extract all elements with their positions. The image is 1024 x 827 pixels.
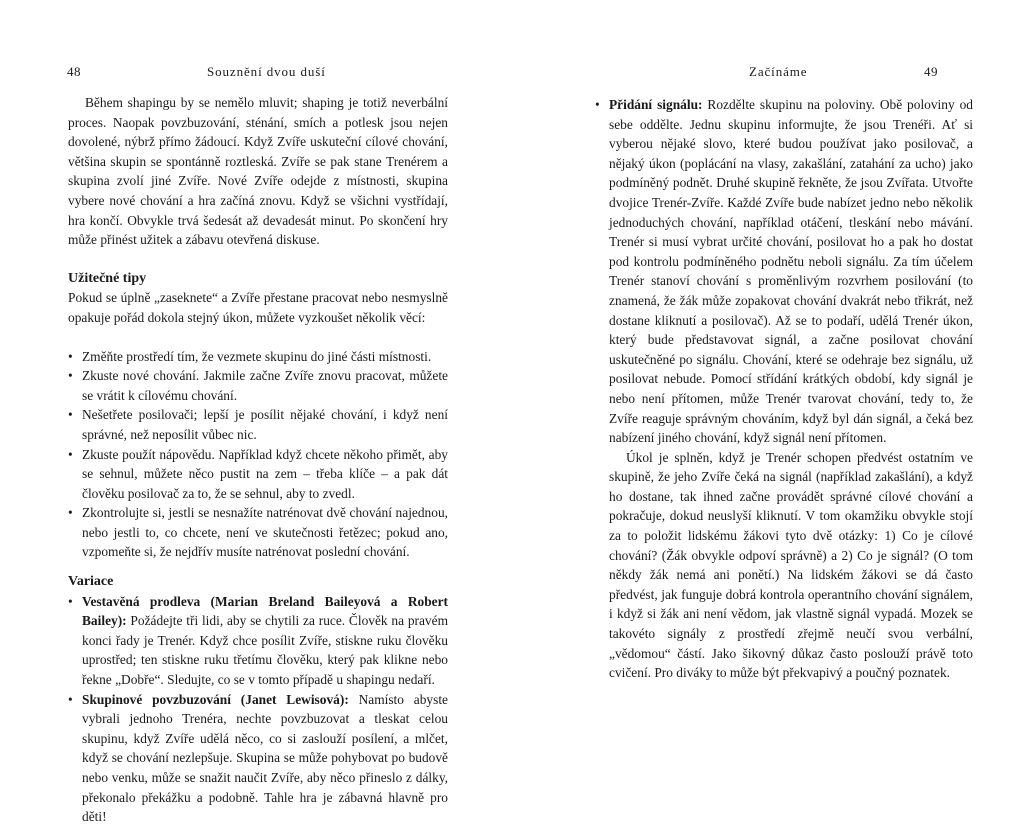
tip-text: Zkuste použít nápovědu. Například když chcete někoho přimět, aby se sehnul, můžete něco pustit na zem – třeba klíče – a pak dát člověku posilovač za to, že se sehnul, aby to zvedl. [82,446,448,501]
variation-lead: Skupinové povzbuzování (Janet Lewisová): [82,691,349,707]
bullet-icon: • [68,446,73,462]
variations-heading: Variace [68,574,114,590]
bullet-icon: • [68,691,73,707]
left-page [0,0,512,825]
variation-item [68,690,448,827]
left-page-body [68,93,448,827]
right-page [512,0,1024,768]
tip-item [68,405,448,444]
bullet-icon: • [595,97,600,112]
left-page-number: 48 [67,64,81,79]
tip-item [68,347,448,367]
bullet-icon: • [68,407,73,423]
tips-list [68,347,448,563]
tip-item [68,445,448,504]
bullet-icon: • [68,593,73,609]
closing-paragraph: Úkol je splněn, když je Trenér schopen předvést ostatním ve skupině, že jeho Zvíře čeká na signál (například zakašlání), a když ho dostane, tak ihned začne provádět správné cílové chování a pokračuje, dokud neuslyší kliknutí. V tom okamžiku obvykle stojí za to položit lidskému žákovi tyto dvě otázky: 1) Co je cílové chování? (Žák obvykle odpoví správně) a 2) Co je signál? (O tom někdy žák nemá ani ponětí.) Na lidském žákovi se dá často předvést, jak funguje dobrá kontrola operantního chování signálem, i když si žák ani není vědom, jak vlastně signál vypadá. Mozek se takovéto signály z prostředí zřejmě neučí svou verbální, „vědomou“ částí. Jako šikovný důkaz často poslouží právě toto cvičení. Pro diváky to může být překvapivý a poučný poznatek. [609,449,973,681]
bullet-icon: • [68,348,73,364]
tip-item [68,503,448,562]
signal-lead: Přidání signálu: [609,97,703,112]
variations-list [68,592,448,827]
signal-item [595,95,973,448]
right-running-title: Začínáme [749,64,808,79]
intro-paragraph: Během shapingu by se nemělo mluvit; shaping je totiž neverbální proces. Naopak povzbuzování, sténání, smích a potlesk jsou nejen dovolené, nýbrž přímo žádoucí. Když Zvíře uskuteční cílové chování, většina skupin se spontánně roztleská. Zvíře se pak stane Trenérem a skupina zvolí jiné Zvíře. Nové Zvíře odejde z místnosti, skupina vybere nové chování a hra začíná znovu. Když se všichni vystřídají, hra končí. Obvykle trvá šedesát až devadesát minut. Po skončení hry může přinést užitek a zábavu otevřená diskuse. [68,95,448,248]
tip-text: Zkontrolujte si, jestli se nesnažíte natrénovat dvě chování najednou, nebo jestli to, co chcete, není ve skutečnosti řetězec; pokud ano, vzpomeňte si, že nejdřív musíte natrénovat poslední chování. [82,505,448,560]
tip-text: Zkuste nové chování. Jakmile začne Zvíře znovu pracovat, můžete se vrátit k cílovému chování. [82,368,448,403]
tips-intro: Pokud se úplně „zaseknete“ a Zvíře přestane pracovat nebo nesmyslně opakuje pořád dokola stejný úkon, můžete vyzkoušet několik věcí: [68,290,448,325]
right-page-number: 49 [924,64,938,79]
variation-text: Požádejte tři lidi, aby se chytili za ruce. Člověk na pravém konci řady je Trenér. Když chce posílit Zvíře, stiskne ruku člověku uprostřed; ten stiskne ruku třetímu člověku, který pak klikne nebo řekne „Dobře“. Sledujte, co se v tomto případě u shapingu nedaří. [82,613,448,688]
bullet-icon: • [68,368,73,384]
variation-item [68,592,448,690]
signal-text: Rozdělte skupinu na poloviny. Obě poloviny od sebe oddělte. Jednu skupinu informujte, že jsou Trenéři. Ať si vyberou nějaké slovo, které budou používat jako posilovač, a nějaký úkon (poplácání na vlasy, zakašlání, zatahání za ucho) jako podmíněný podnět. Druhé skupině řekněte, že jsou Zvířata. Utvořte dvojice Trenér-Zvíře. Každé Zvíře bude nabízet jedno nebo několik jednoduchých chování, například otáčení, tleskání nebo mávání. Trenér si musí vybrat určité chování, posilovat ho a pak ho dostat pod kontrolu podmíněného podnětu neboli signálu. Za tím účelem Trenér stanoví chování s proměnlivým rozvrhem posilování (to znamená, že žák může zopakovat chování dvakrát nebo třikrát, než dostane kliknutí a posilovač). Až se to podaří, udělá Trenér úkon, který bude představovat signál, a začne posilovat chování uskutečněné po signálu. Chování, které se odehraje bez signálu, už posilovat nebude. Pomocí střídání krátkých období, kdy signál je nebo není přítomen, může Trenér tvarovat chování, tedy to, že Zvíře reaguje správným chováním, když byl dán signál, a čeká bez nabízení jiného chování, když signál není přítomen. [609,97,973,446]
tip-text: Nešetřete posilovači; lepší je posílit nějaké chování, i když není správné, než neposílit vůbec nic. [82,407,448,442]
variation-lead: Vestavěná prodleva (Marian Breland Baileyová a Robert Bailey): [82,593,448,629]
tip-item [68,366,448,405]
bullet-icon: • [68,505,73,521]
right-page-body [595,95,973,683]
tip-text: Změňte prostředí tím, že vezmete skupinu do jiné části místnosti. [82,348,432,364]
left-running-title: Souznění dvou duší [207,64,326,79]
signal-list [595,95,973,448]
tips-heading: Užitečné tipy [68,270,147,286]
variation-text: Namísto abyste vybrali jednoho Trenéra, nechte povzbuzovat a tleskat celou skupinu, když Zvíře udělá něco, co si zaslouží posílení, a mlčet, když se chování nezlepšuje. Skupina se může pohybovat po budově nebo venku, může se snažit naučit Zvíře, aby něco přineslo z dálky, překonalo překážku a podobně. Tahle hra je zábavná hlavně pro děti! [82,691,448,825]
